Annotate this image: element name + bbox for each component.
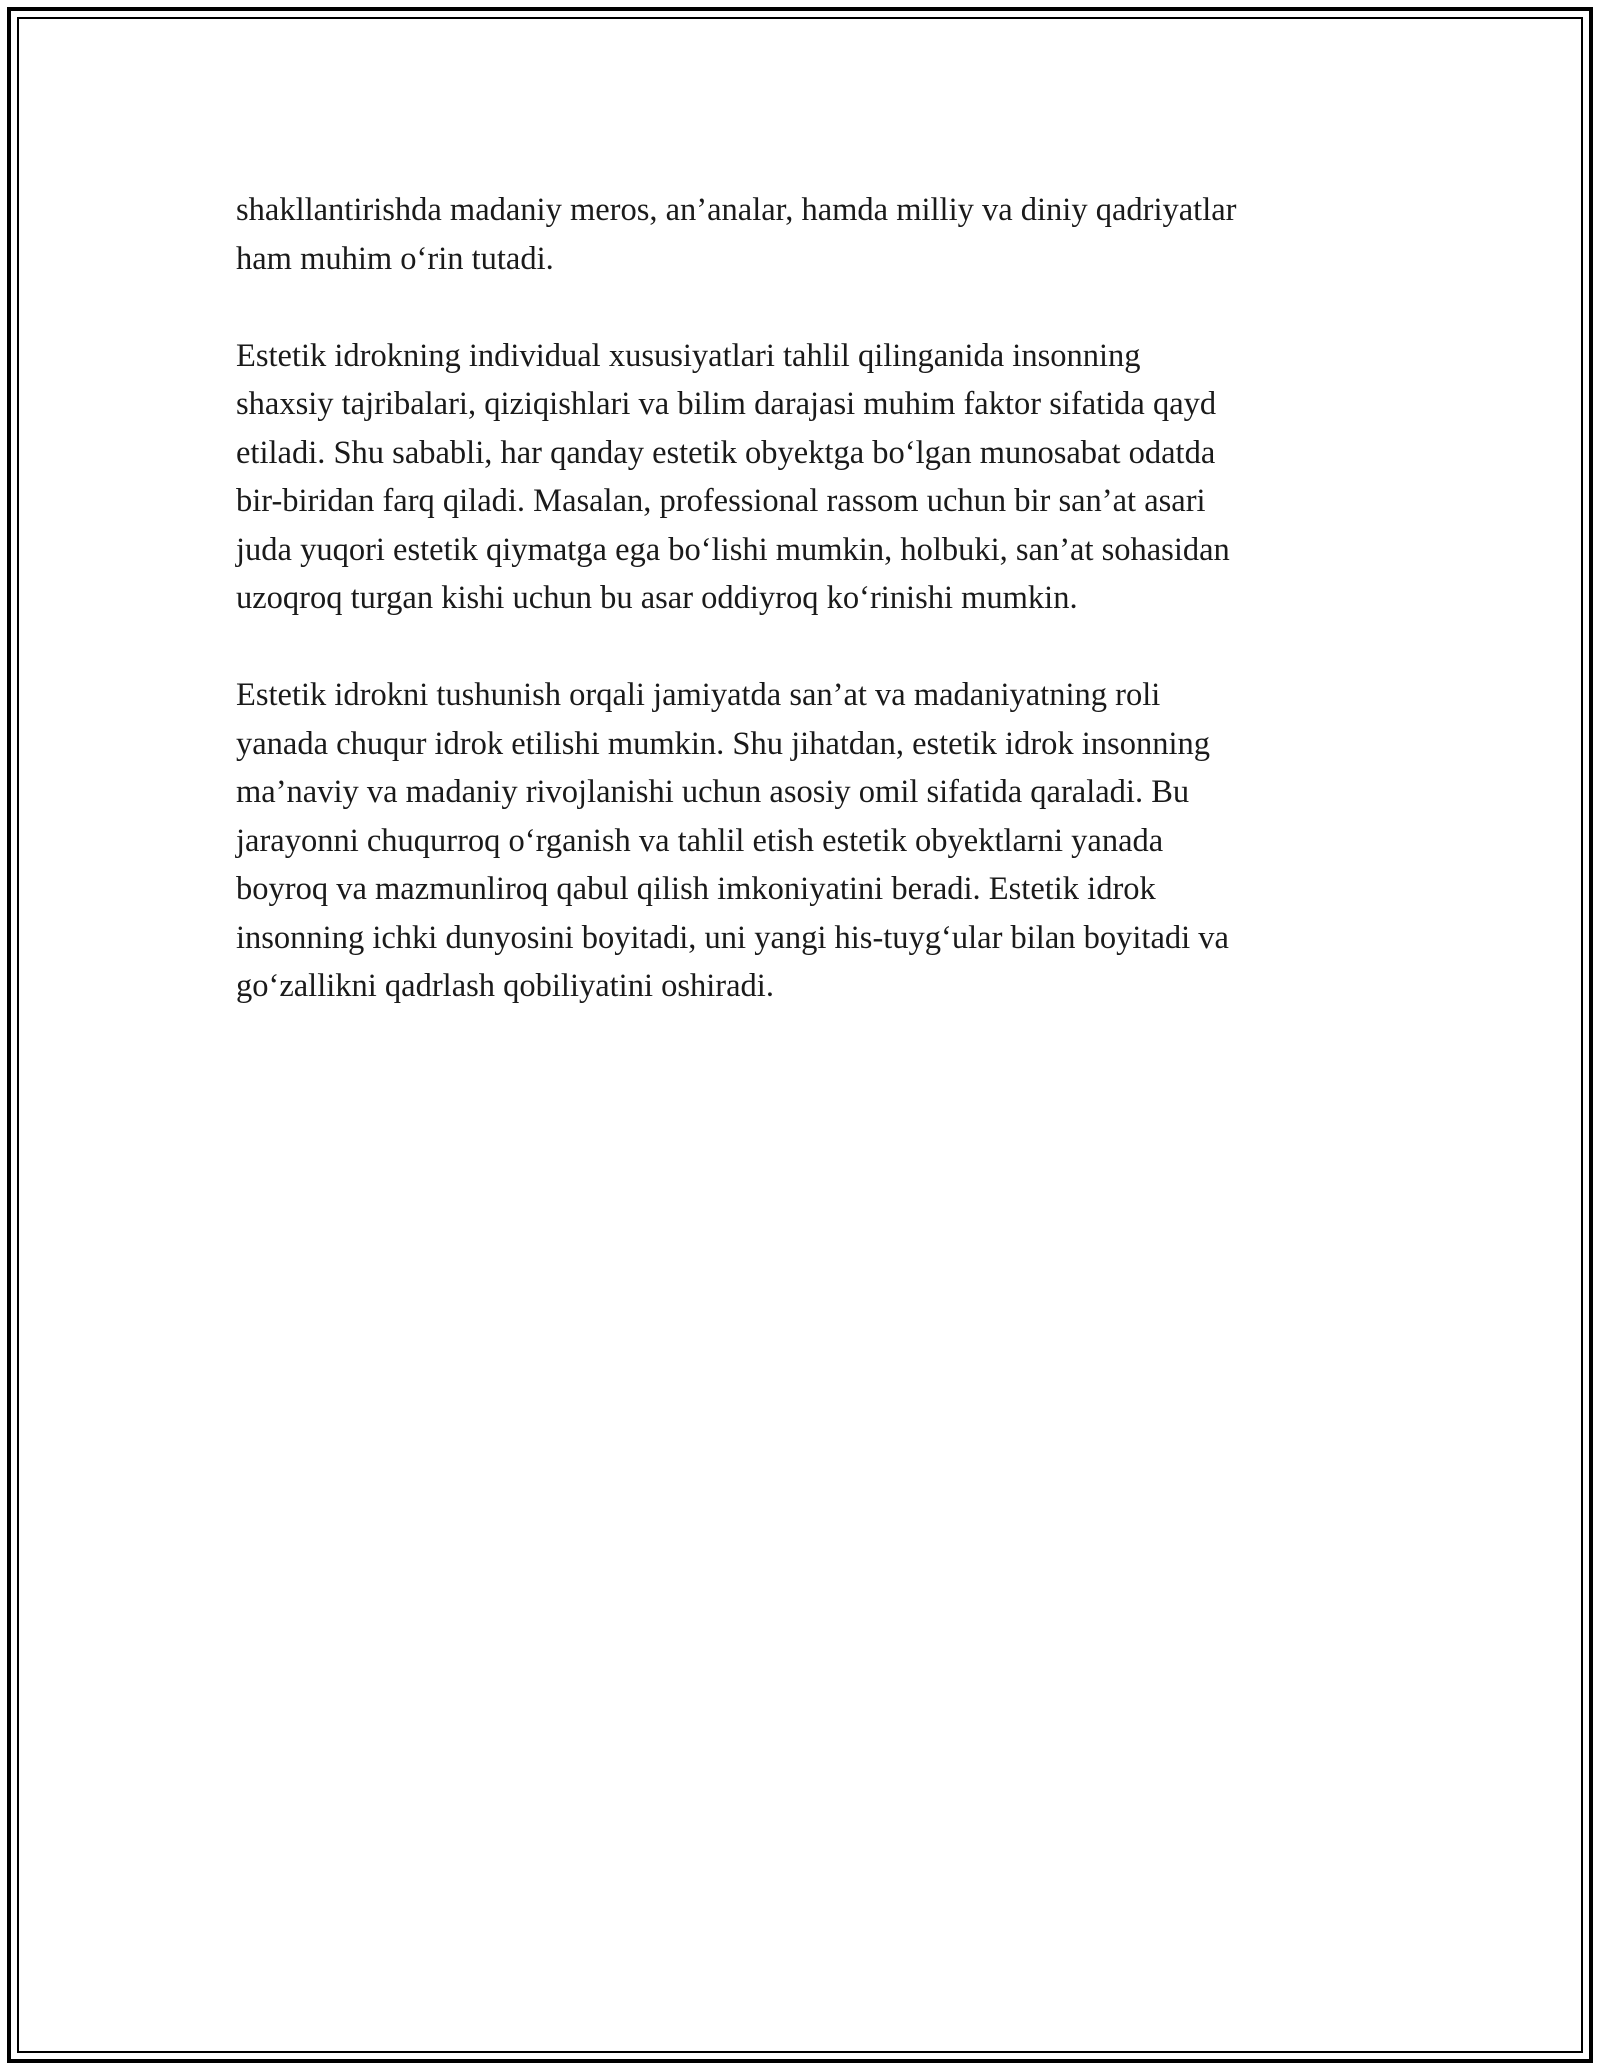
text-line: boyroq va mazmunliroq qabul qilish imkoniyatini beradi. Estetik idrok (236, 871, 1156, 907)
text-line: shakllantirishda madaniy meros, an’analar, hamda milliy va diniy qadriyatlar (236, 192, 1237, 228)
text-line: insonning ichki dunyosini boyitadi, uni yangi his-tuyg‘ular bilan boyitadi va (236, 919, 1229, 956)
text-line: yanada chuqur idrok etilishi mumkin. Shu jihatdan, estetik idrok insonning (236, 725, 1210, 762)
text-line: etiladi. Shu sababli, har qanday estetik obyektga bo‘lgan munosabat odatda (236, 434, 1216, 471)
text-line: juda yuqori estetik qiymatga ega bo‘lishi mumkin, holbuki, san’at sohasidan (236, 531, 1230, 568)
paragraph-1 (236, 186, 1396, 283)
text-line: bir-biridan farq qiladi. Masalan, professional rassom uchun bir san’at asari (236, 483, 1206, 519)
paragraph-2 (236, 332, 1396, 623)
text-line: ham muhim o‘rin tutadi. (236, 240, 554, 277)
text-line: jarayonni chuqurroq o‘rganish va tahlil etish estetik obyektlarni yanada (236, 822, 1164, 859)
paragraph-3 (236, 671, 1396, 1011)
text-line: go‘zallikni qadrlash qobiliyatini oshiradi. (236, 968, 774, 1004)
text-line: uzoqroq turgan kishi uchun bu asar oddiyroq ko‘rinishi mumkin. (236, 580, 1078, 616)
text-line: shaxsiy tajribalari, qiziqishlari va bilim darajasi muhim faktor sifatida qayd (236, 386, 1217, 422)
text-line: Estetik idrokni tushunish orqali jamiyatda san’at va madaniyatning roli (236, 677, 1161, 713)
page-body (236, 186, 1396, 1059)
text-line: Estetik idrokning individual xususiyatlari tahlil qilinganida insonning (236, 337, 1141, 374)
text-line: ma’naviy va madaniy rivojlanishi uchun asosiy omil sifatida qaraladi. Bu (236, 774, 1190, 810)
